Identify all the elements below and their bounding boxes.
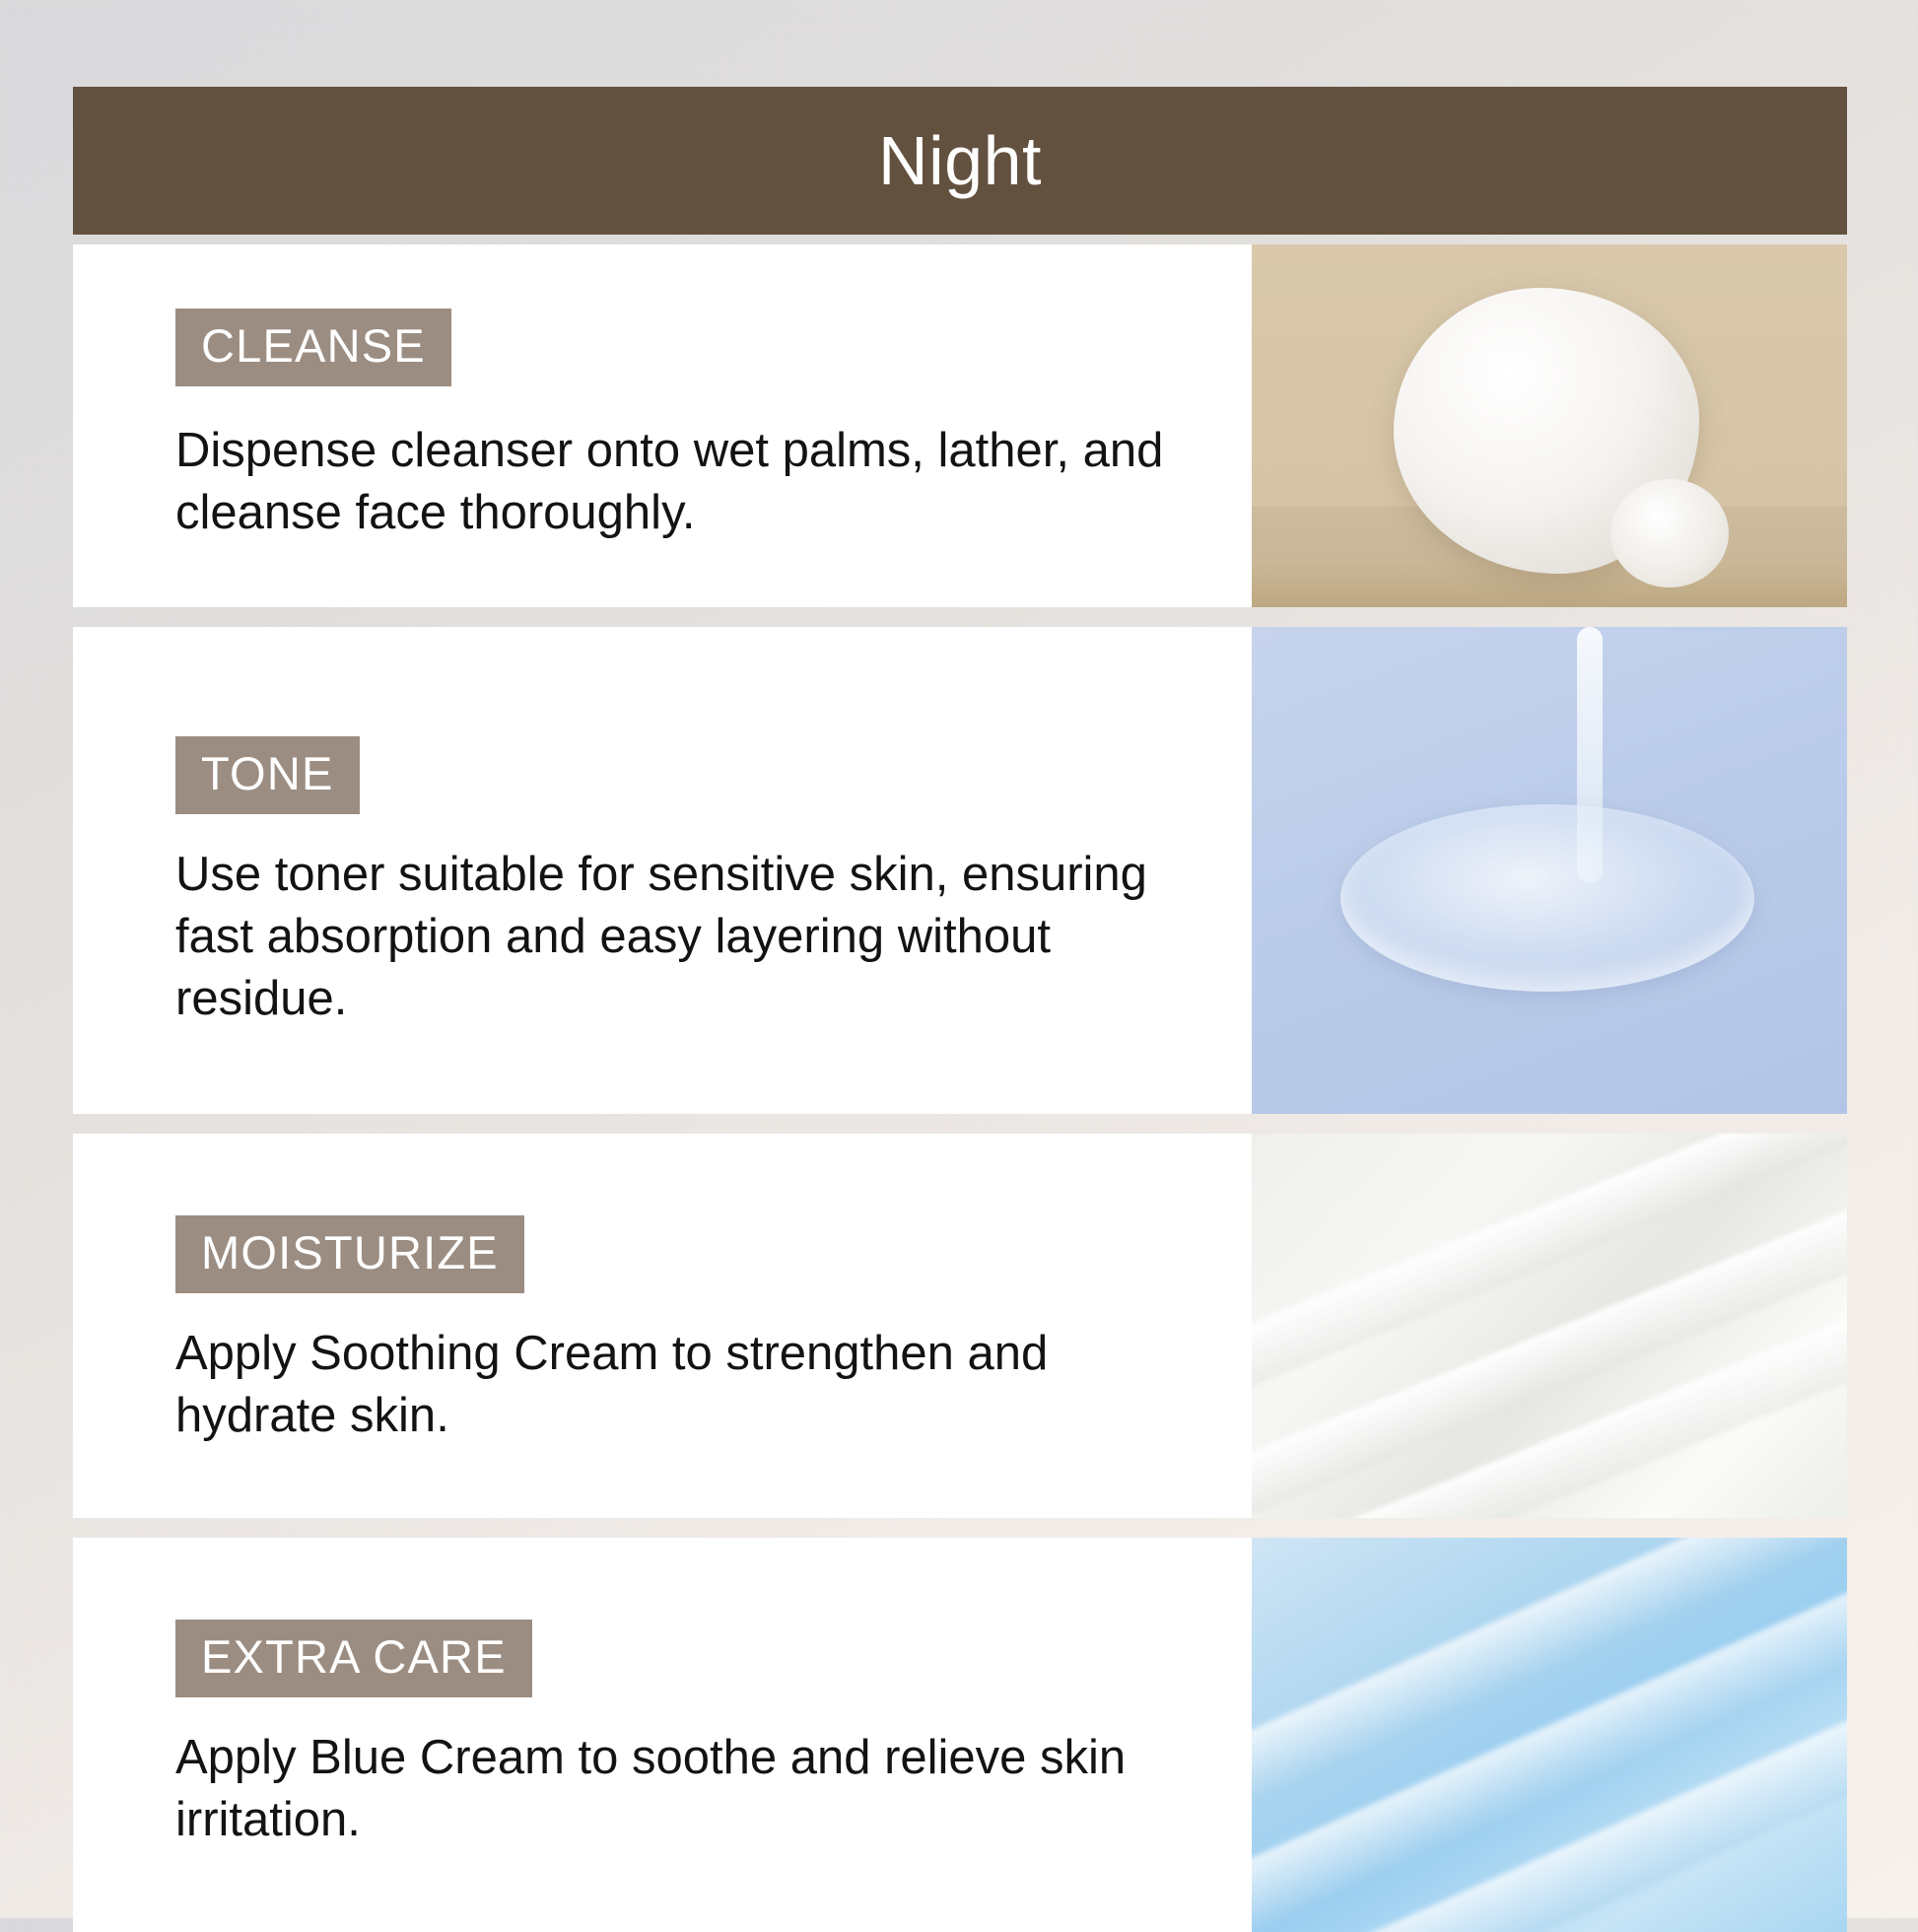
page-title: Night	[878, 122, 1042, 199]
step-badge-tone: TONE	[175, 736, 360, 814]
gel-puddle-decor	[1340, 804, 1754, 992]
routine-step-tone	[73, 627, 1847, 1114]
step-description-cleanse: Dispense cleanser onto wet palms, lather, and cleanse face thoroughly.	[175, 423, 1164, 539]
white-cream-texture-photo	[1252, 1134, 1847, 1518]
routine-step-extra-care	[73, 1538, 1847, 1932]
step-description-extra-care: Apply Blue Cream to soothe and relieve skin irritation.	[175, 1730, 1127, 1846]
step-badge-extra-care: EXTRA CARE	[175, 1620, 532, 1697]
step-text-block	[73, 1134, 1252, 1518]
step-text-block	[73, 244, 1252, 607]
toner-gel-drop-photo	[1252, 627, 1847, 1114]
foam-blob-secondary-decor	[1610, 479, 1729, 587]
step-description-tone: Use toner suitable for sensitive skin, ensuring fast absorption and easy layering without residue.	[175, 848, 1147, 1025]
step-text-block	[73, 627, 1252, 1114]
foam-cleanser-photo	[1252, 244, 1847, 607]
step-badge-cleanse: CLEANSE	[175, 309, 451, 386]
routine-step-cleanse	[73, 244, 1847, 607]
step-description-moisturize: Apply Soothing Cream to strengthen and hydrate skin.	[175, 1326, 1049, 1442]
blue-cream-texture-photo	[1252, 1538, 1847, 1932]
routine-step-moisturize	[73, 1134, 1847, 1518]
routine-header	[73, 87, 1847, 235]
step-text-block	[73, 1538, 1252, 1932]
step-badge-moisturize: MOISTURIZE	[175, 1215, 524, 1293]
